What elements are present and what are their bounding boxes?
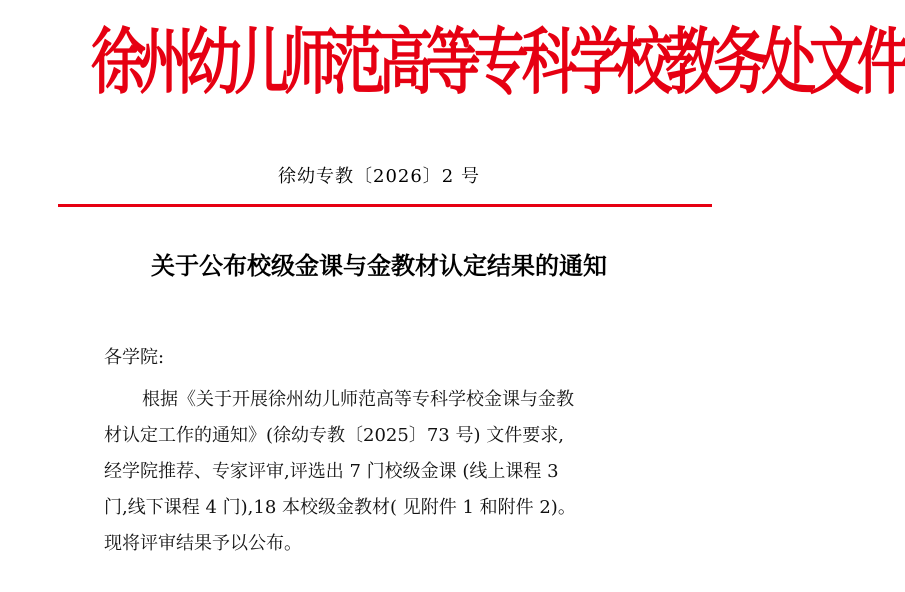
notice-title: 关于公布校级金课与金教材认定结果的通知 <box>151 252 607 280</box>
document-number: 徐幼专教〔2026〕2 号 <box>278 166 480 187</box>
masthead-title: 徐州幼儿师范高等专科学校教务处文件 <box>90 19 905 104</box>
body-line: 经学院推荐、专家评审,评选出 7 门校级金课 (线上课程 3 <box>104 461 559 482</box>
notice-body <box>104 346 664 562</box>
body-line: 根据《关于开展徐州幼儿师范高等专科学校金课与金教 <box>142 389 574 410</box>
red-divider-line <box>58 204 712 207</box>
body-line: 门,线下课程 4 门),18 本校级金教材( 见附件 1 和附件 2)。 <box>104 497 576 518</box>
body-line: 现将评审结果予以公布。 <box>104 533 302 554</box>
body-line: 材认定工作的通知》(徐幼专教〔2025〕73 号) 文件要求, <box>104 425 564 446</box>
addressee: 各学院: <box>104 347 165 368</box>
